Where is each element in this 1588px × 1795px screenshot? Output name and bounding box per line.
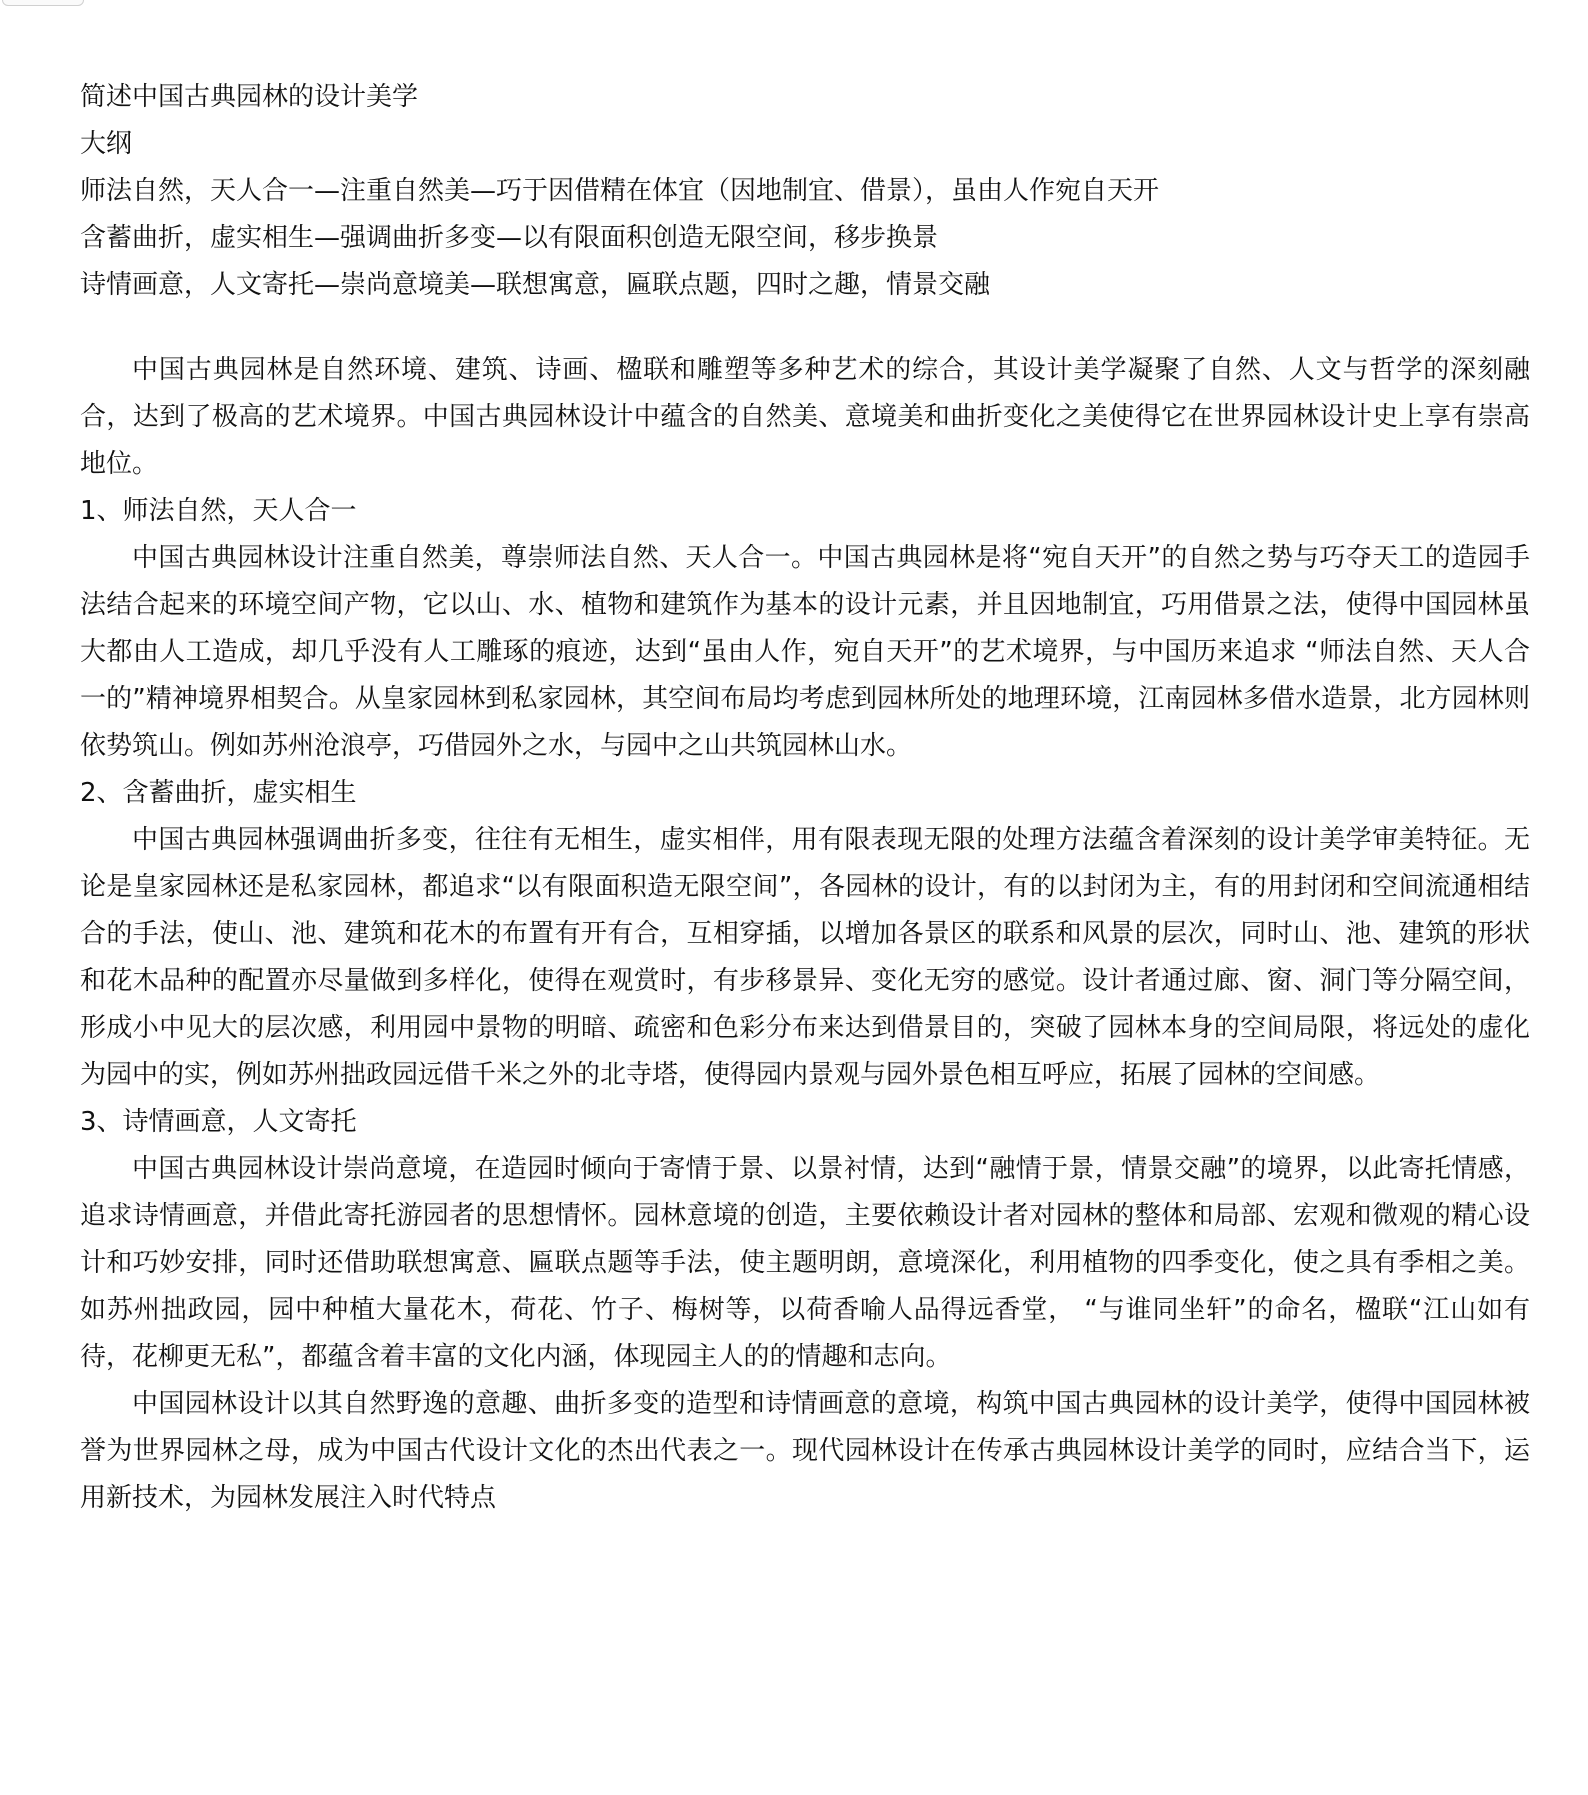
spacer [80,309,1530,347]
section-body-2: 中国古典园林强调曲折多变，往往有无相生，虚实相伴，用有限表现无限的处理方法蕴含着深刻的设计美学审美特征。无论是皇家园林还是私家园林，都追求“以有限面积造无限空间”，各园林的设计，有的以封闭为主，有的用封闭和空间流通相结合的手法，使山、池、建筑和花木的布置有开有合，互相穿插，以增加各景区的联系和风景的层次，同时山、池、建筑的形状和花木品种的配置亦尽量做到多样化，使得在观赏时，有步移景异、变化无穷的感觉。设计者通过廊、窗、洞门等分隔空间，形成小中见大的层次感，利用园中景物的明暗、疏密和色彩分布来达到借景目的，突破了园林本身的空间局限，将远处的虚化为园中的实，例如苏州拙政园远借千米之外的北寺塔，使得园内景观与园外景色相互呼应，拓展了园林的空间感。 [80,825,1530,1090]
document-page [80,74,1530,1522]
document-title: 简述中国古典园林的设计美学 [80,82,419,112]
outline-heading: 大纲 [80,129,133,159]
conclusion-paragraph: 中国园林设计以其自然野逸的意趣、曲折多变的造型和诗情画意的意境，构筑中国古典园林的设计美学，使得中国园林被誉为世界园林之母，成为中国古代设计文化的杰出代表之一。现代园林设计在传承古典园林设计美学的同时，应结合当下，运用新技术，为园林发展注入时代特点 [80,1389,1530,1513]
section-heading-1: 1、师法自然，天人合一 [80,496,357,526]
section-heading-3: 3、诗情画意，人文寄托 [80,1107,357,1137]
section-body-1: 中国古典园林设计注重自然美，尊崇师法自然、天人合一。中国古典园林是将“宛自天开”的自然之势与巧夺天工的造园手法结合起来的环境空间产物，它以山、水、植物和建筑作为基本的设计元素，并且因地制宜，巧用借景之法，使得中国园林虽大都由人工造成，却几乎没有人工雕琢的痕迹，达到“虽由人作，宛自天开”的艺术境界，与中国历来追求 “师法自然、天人合一的”精神境界相契合。从皇家园林到私家园林，其空间布局均考虑到园林所处的地理环境，江南园林多借水造景，北方园林则依势筑山。例如苏州沧浪亭，巧借园外之水，与园中之山共筑园林山水。 [80,543,1530,761]
outline-item-1: 师法自然，天人合一—注重自然美—巧于因借精在体宜（因地制宜、借景），虽由人作宛自天开 [80,176,1160,206]
section-heading-2: 2、含蓄曲折，虚实相生 [80,778,357,808]
intro-paragraph: 中国古典园林是自然环境、建筑、诗画、楹联和雕塑等多种艺术的综合，其设计美学凝聚了自然、人文与哲学的深刻融合，达到了极高的艺术境界。中国古典园林设计中蕴含的自然美、意境美和曲折变化之美使得它在世界园林设计史上享有崇高地位。 [80,355,1530,479]
outline-item-2: 含蓄曲折，虚实相生—强调曲折多变—以有限面积创造无限空间，移步换景 [80,223,939,253]
window-corner-tab [2,0,84,6]
section-body-3: 中国古典园林设计崇尚意境，在造园时倾向于寄情于景、以景衬情，达到“融情于景，情景交融”的境界，以此寄托情感，追求诗情画意，并借此寄托游园者的思想情怀。园林意境的创造，主要依赖设计者对园林的整体和局部、宏观和微观的精心设计和巧妙安排，同时还借助联想寓意、匾联点题等手法，使主题明朗，意境深化，利用植物的四季变化，使之具有季相之美。如苏州拙政园，园中种植大量花木，荷花、竹子、梅树等，以荷香喻人品得远香堂， “与谁同坐轩”的命名，楹联“江山如有待，花柳更无私”，都蕴含着丰富的文化内涵，体现园主人的的情趣和志向。 [80,1154,1530,1372]
outline-item-3: 诗情画意，人文寄托—崇尚意境美—联想寓意，匾联点题，四时之趣，情景交融 [80,270,991,300]
